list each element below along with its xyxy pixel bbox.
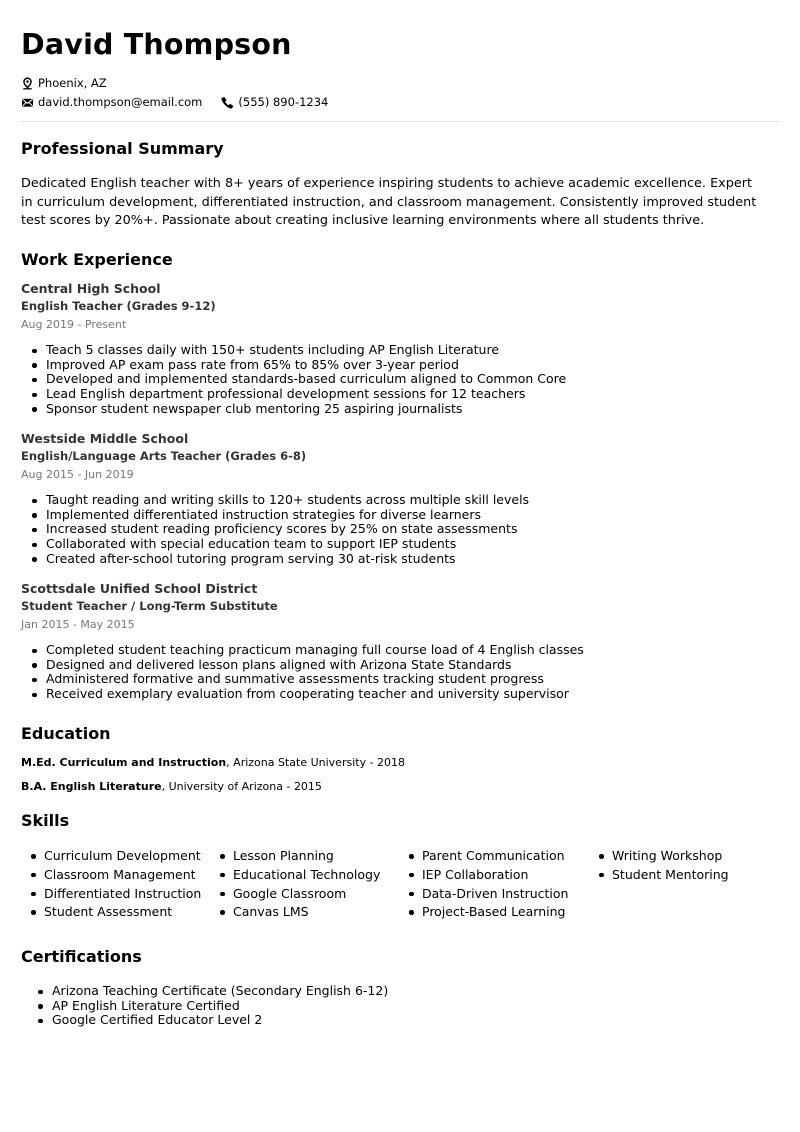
job-role: Student Teacher / Long-Term Substitute xyxy=(21,599,278,613)
skill-item: Project-Based Learning xyxy=(399,903,568,922)
email-link[interactable]: david.thompson@email.com xyxy=(38,95,203,109)
list-item: Implemented differentiated instruction strategies for diverse learners xyxy=(21,508,529,523)
list-item: Improved AP exam pass rate from 65% to 85% over 3-year period xyxy=(21,358,566,373)
list-item: Arizona Teaching Certificate (Secondary English 6-12) xyxy=(21,984,388,999)
section-title-certifications: Certifications xyxy=(21,947,142,966)
list-item: Completed student teaching practicum managing full course load of 4 English classes xyxy=(21,643,584,658)
job-role: English/Language Arts Teacher (Grades 6-8) xyxy=(21,449,307,463)
list-item: Designed and delivered lesson plans aligned with Arizona State Standards xyxy=(21,658,584,673)
list-item: Teach 5 classes daily with 150+ students including AP English Literature xyxy=(21,343,566,358)
skill-item: Canvas LMS xyxy=(210,903,380,922)
list-item: Sponsor student newspaper club mentoring 25 aspiring journalists xyxy=(21,402,566,417)
job-dates: Aug 2015 - Jun 2019 xyxy=(21,468,134,481)
skill-item: IEP Collaboration xyxy=(399,866,568,885)
phone-icon xyxy=(221,96,234,109)
job-bullet-list xyxy=(21,493,529,567)
degree-details: , Arizona State University - 2018 xyxy=(226,756,406,769)
job-bullet-list xyxy=(21,343,566,417)
job-organization: Westside Middle School xyxy=(21,431,189,446)
certifications-list xyxy=(21,984,388,1028)
skill-item: Parent Communication xyxy=(399,847,568,866)
section-title-skills: Skills xyxy=(21,811,70,830)
list-item: Received exemplary evaluation from cooperating teacher and university supervisor xyxy=(21,687,584,702)
skill-item: Classroom Management xyxy=(21,866,201,885)
skill-item: Student Assessment xyxy=(21,903,201,922)
skills-column xyxy=(589,847,729,885)
skill-item: Lesson Planning xyxy=(210,847,380,866)
skills-column xyxy=(21,847,201,922)
section-title-summary: Professional Summary xyxy=(21,139,224,158)
list-item: Taught reading and writing skills to 120+ students across multiple skill levels xyxy=(21,493,529,508)
job-organization: Central High School xyxy=(21,281,161,296)
skills-column xyxy=(399,847,568,922)
job-dates: Jan 2015 - May 2015 xyxy=(21,618,135,631)
candidate-name: David Thompson xyxy=(21,28,292,61)
skill-item: Student Mentoring xyxy=(589,866,729,885)
skill-item: Google Classroom xyxy=(210,885,380,904)
location-text: Phoenix, AZ xyxy=(38,76,107,90)
skill-item: Data-Driven Instruction xyxy=(399,885,568,904)
list-item: Google Certified Educator Level 2 xyxy=(21,1013,388,1028)
list-item: Created after-school tutoring program serving 30 at-risk students xyxy=(21,552,529,567)
header-divider xyxy=(21,121,779,122)
education-entry xyxy=(21,780,322,793)
section-title-experience: Work Experience xyxy=(21,250,173,269)
skill-item: Writing Workshop xyxy=(589,847,729,866)
education-entry xyxy=(21,756,405,769)
phone-text: (555) 890-1234 xyxy=(238,95,329,109)
job-bullet-list xyxy=(21,643,584,702)
job-organization: Scottsdale Unified School District xyxy=(21,581,258,596)
degree-details: , University of Arizona - 2015 xyxy=(161,780,322,793)
list-item: Collaborated with special education team to support IEP students xyxy=(21,537,529,552)
section-title-education: Education xyxy=(21,724,111,743)
job-dates: Aug 2019 - Present xyxy=(21,318,127,331)
degree-name: M.Ed. Curriculum and Instruction xyxy=(21,756,227,769)
contact-email-phone xyxy=(21,95,328,109)
list-item: AP English Literature Certified xyxy=(21,999,388,1014)
job-role: English Teacher (Grades 9-12) xyxy=(21,299,216,313)
degree-name: B.A. English Literature xyxy=(21,780,162,793)
envelope-icon xyxy=(21,96,34,109)
location-pin-icon xyxy=(21,77,34,90)
skills-column xyxy=(210,847,380,922)
list-item: Increased student reading proficiency scores by 25% on state assessments xyxy=(21,522,529,537)
list-item: Developed and implemented standards-based curriculum aligned to Common Core xyxy=(21,372,566,387)
skill-item: Differentiated Instruction xyxy=(21,885,201,904)
skill-item: Curriculum Development xyxy=(21,847,201,866)
list-item: Lead English department professional development sessions for 12 teachers xyxy=(21,387,566,402)
skill-item: Educational Technology xyxy=(210,866,380,885)
contact-location xyxy=(21,76,107,90)
list-item: Administered formative and summative assessments tracking student progress xyxy=(21,672,584,687)
summary-text: Dedicated English teacher with 8+ years of experience inspiring students to achieve academic excellence. Expert in curriculum development, differentiated instruction, and classroom management. Consistently improved student test scores by 20%+. Passionate about creating inclusive learning environments where all students thrive. xyxy=(21,176,757,228)
